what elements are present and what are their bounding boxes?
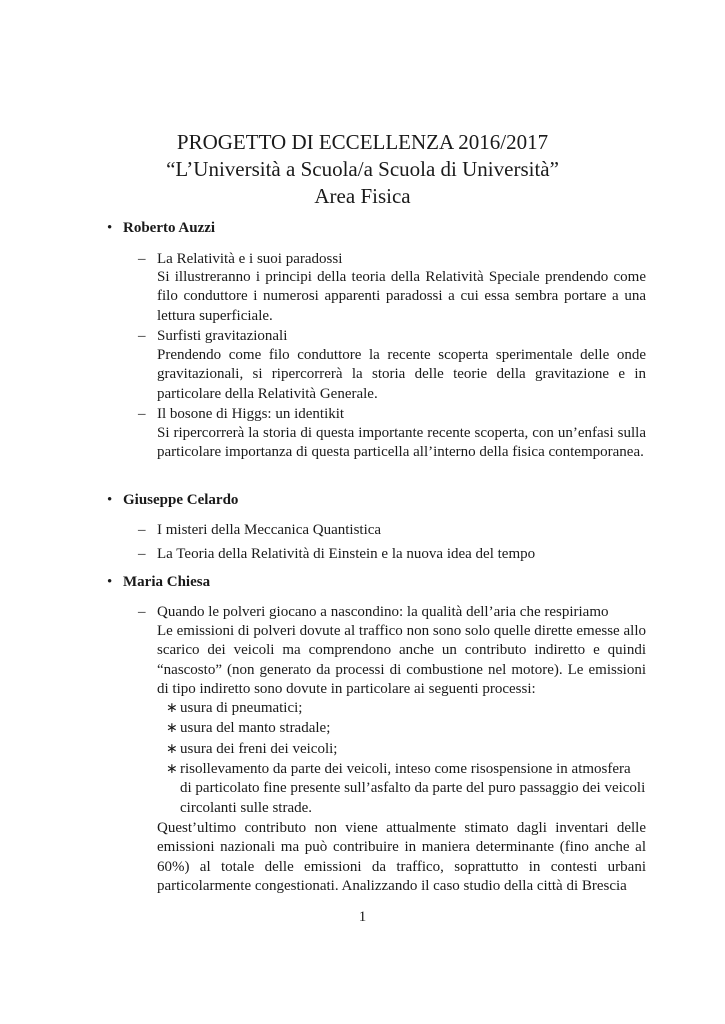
section-name: Roberto Auzzi	[123, 220, 216, 236]
talk-description: Prendendo come filo conduttore la recente scoperta sperimentale delle onde gravitazionali, si ripercorrerà la storia delle teorie della gravitazione e in particolare della Relatività Generale.	[157, 347, 646, 402]
dash-icon: –	[138, 546, 146, 562]
dash-icon: –	[138, 522, 146, 538]
section-name: Giuseppe Celardo	[123, 492, 239, 508]
star-bullet-icon: ∗	[166, 701, 178, 716]
section-name: Maria Chiesa	[123, 574, 211, 590]
dash-icon: –	[138, 604, 146, 620]
document-title: PROGETTO DI ECCELLENZA 2016/2017	[176, 130, 549, 154]
continuation-paragraph: Quest’ultimo contributo non viene attualmente stimato dagli inventari delle emissioni nazionali ma può contribuire in maniera determinante (fino anche al 60%) al totale delle emissioni da traffico, soprattutto in contesti urbani particolarmente congestionati. Analizzando il caso studio della città di Brescia	[157, 820, 646, 895]
bullet-icon: •	[107, 492, 113, 508]
star-bullet-icon: ∗	[166, 721, 178, 736]
talk-title: Il bosone di Higgs: un identikit	[157, 406, 345, 422]
talk-title: Surfisti gravitazionali	[157, 328, 288, 344]
bullet-icon: •	[107, 220, 113, 236]
list-item: usura di pneumatici;	[180, 700, 303, 716]
document-area: Area Fisica	[314, 184, 411, 208]
star-bullet-icon: ∗	[166, 742, 178, 757]
talk-title: La Relatività e i suoi paradossi	[157, 251, 343, 267]
bullet-icon: •	[107, 574, 113, 590]
dash-icon: –	[138, 251, 146, 267]
talk-title: Quando le polveri giocano a nascondino: la qualità dell’aria che respiriamo	[157, 604, 609, 620]
talk-description: Le emissioni di polveri dovute al traffico non sono solo quelle dirette emesse allo scarico dei veicoli ma comprendono anche un contributo indiretto e quindi “nascosto” (non generato da processi di combustione nel motore). Le emissioni di tipo indiretto sono dovute in particolare ai seguenti processi:	[157, 623, 646, 698]
talk-title: La Teoria della Relatività di Einstein e la nuova idea del tempo	[157, 546, 536, 562]
star-bullet-icon: ∗	[166, 762, 178, 777]
list-item: usura dei freni dei veicoli;	[180, 741, 338, 757]
talk-description: Si ripercorrerà la storia di questa importante recente scoperta, con un’enfasi sulla particolare importanza di questa particella all’interno della fisica contemporanea.	[157, 425, 646, 461]
document-subtitle: “L’Università a Scuola/a Scuola di Università”	[166, 157, 559, 181]
talk-title: I misteri della Meccanica Quantistica	[157, 522, 382, 538]
talk-description: Si illustreranno i principi della teoria della Relatività Speciale prendendo come filo conduttore i numerosi apparenti paradossi a cui essa sembra portare a una lettura superficiale.	[157, 269, 646, 324]
list-item: usura del manto stradale;	[180, 720, 331, 736]
dash-icon: –	[138, 406, 146, 422]
list-item: risollevamento da parte dei veicoli, inteso come risospensione in atmosfera di particolato fine presente sull’asfalto da parte del puro passaggio dei veicoli circolanti sulle strade.	[180, 761, 646, 816]
page-number: 1	[358, 909, 367, 925]
dash-icon: –	[138, 328, 146, 344]
